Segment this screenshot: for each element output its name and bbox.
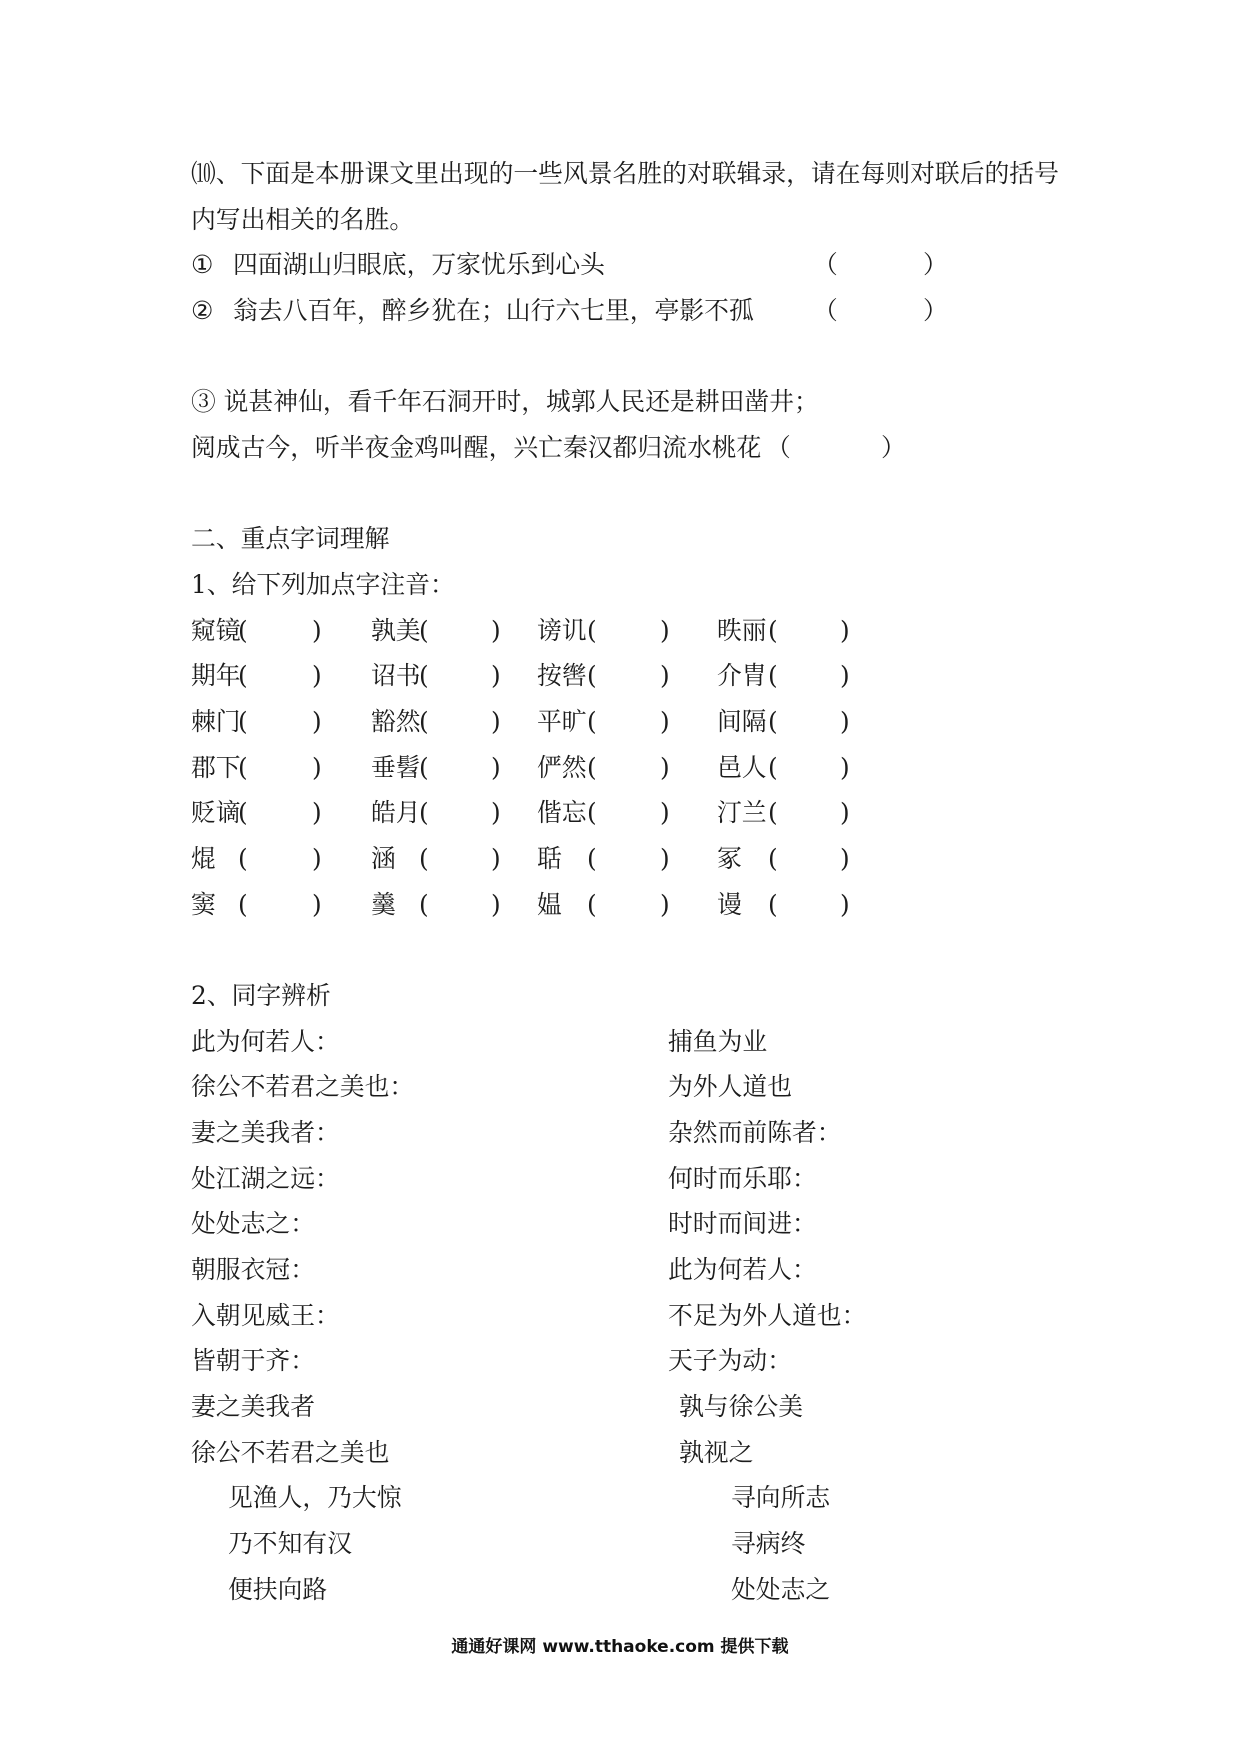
same-char-row [191, 1430, 1171, 1476]
paren-open: ( [419, 889, 429, 919]
page-footer: 通通好课网 www.tthaoke.com 提供下载 [451, 1637, 789, 1657]
answer-paren-open: （ [813, 296, 838, 326]
paren-close: ) [840, 615, 850, 645]
paren-open: ( [587, 707, 597, 737]
same-char-right: 寻向所志 [731, 1483, 831, 1513]
same-char-left: 徐公不若君之美也 [191, 1437, 390, 1467]
paren-open: ( [587, 798, 597, 828]
same-char-left: 妻之美我者： [191, 1118, 340, 1148]
same-char-left: 妻之美我者 [191, 1392, 315, 1422]
pinyin-word: 谩 [717, 889, 742, 919]
paren-close: ) [660, 615, 670, 645]
spacer [191, 927, 1171, 973]
question-10-prompt-line-2 [191, 197, 1171, 243]
same-char-right: 何时而乐耶： [668, 1163, 817, 1193]
same-char-row [191, 1567, 1171, 1613]
pinyin-row [191, 836, 1171, 882]
couplet-1 [191, 242, 1171, 288]
paren-open: ( [768, 707, 778, 737]
paren-close: ) [312, 661, 322, 691]
same-char-left: 处处志之： [191, 1209, 315, 1239]
pinyin-word: 俨然 [537, 752, 587, 782]
spacer [191, 471, 1171, 517]
same-char-row [191, 1384, 1171, 1430]
couplet-text: 阅成古今，听半夜金鸡叫醒，兴亡秦汉都归流水桃花 [191, 433, 762, 463]
same-char-row [191, 1338, 1171, 1384]
paren-close: ) [312, 615, 322, 645]
paren-close: ) [840, 661, 850, 691]
same-char-row [191, 1293, 1171, 1339]
paren-close: ) [840, 707, 850, 737]
paren-open: ( [768, 844, 778, 874]
pinyin-word: 贬谪 [191, 798, 241, 828]
paren-close: ) [660, 798, 670, 828]
same-char-row [191, 1521, 1171, 1567]
same-char-right: 时时而间进： [668, 1209, 817, 1239]
pinyin-word: 窥镜 [191, 615, 241, 645]
answer-paren-open: （ [766, 433, 791, 463]
pinyin-row [191, 608, 1171, 654]
pinyin-word: 棘门 [191, 707, 241, 737]
paren-open: ( [419, 844, 429, 874]
pinyin-word: 诏书 [371, 661, 421, 691]
paren-close: ) [840, 798, 850, 828]
paren-open: ( [238, 661, 248, 691]
pinyin-row [191, 699, 1171, 745]
paren-close: ) [660, 889, 670, 919]
pinyin-word: 介胄 [717, 661, 767, 691]
couplet-marker: ② [191, 296, 214, 326]
paren-open: ( [419, 615, 429, 645]
answer-paren-close: ） [881, 433, 906, 463]
same-char-row [191, 1247, 1171, 1293]
paren-close: ) [491, 615, 501, 645]
paren-open: ( [419, 798, 429, 828]
subsection-title-text: 2、同字辨析 [191, 981, 331, 1011]
paren-open: ( [587, 844, 597, 874]
pinyin-word: 郡下 [191, 752, 241, 782]
paren-open: ( [587, 615, 597, 645]
paren-open: ( [238, 798, 248, 828]
paren-open: ( [587, 889, 597, 919]
same-char-right: 捕鱼为业 [668, 1026, 768, 1056]
paren-open: ( [768, 889, 778, 919]
same-char-right: 此为何若人： [668, 1255, 817, 1285]
same-char-right: 寻病终 [731, 1529, 806, 1559]
pinyin-word: 谤讥 [537, 615, 587, 645]
same-char-right: 处处志之 [731, 1574, 831, 1604]
section-heading-text: 二、重点字词理解 [191, 524, 390, 554]
paren-open: ( [419, 661, 429, 691]
pinyin-word: 焜 [191, 844, 216, 874]
same-char-left: 入朝见威王： [191, 1300, 340, 1330]
same-char-right: 为外人道也 [668, 1072, 792, 1102]
pinyin-word: 窦 [191, 889, 216, 919]
paren-close: ) [491, 889, 501, 919]
same-char-row [191, 1475, 1171, 1521]
same-char-left: 朝服衣冠： [191, 1255, 315, 1285]
paren-open: ( [238, 752, 248, 782]
same-char-row [191, 1019, 1171, 1065]
document-content [191, 151, 1171, 1613]
pinyin-word: 聒 [537, 844, 562, 874]
pinyin-row [191, 882, 1171, 928]
paren-close: ) [312, 889, 322, 919]
pinyin-word: 垂髫 [371, 752, 421, 782]
spacer [191, 334, 1171, 380]
paren-close: ) [840, 844, 850, 874]
paren-open: ( [768, 752, 778, 782]
couplet-marker: ① [191, 250, 214, 280]
pinyin-title [191, 562, 1171, 608]
couplet-text: 翁去八百年，醉乡犹在；山行六七里，亭影不孤 [233, 296, 754, 326]
section-2-heading [191, 516, 1171, 562]
pinyin-row [191, 790, 1171, 836]
pinyin-word: 媪 [537, 889, 562, 919]
same-char-row [191, 1156, 1171, 1202]
paren-open: ( [238, 707, 248, 737]
paren-close: ) [491, 661, 501, 691]
paren-close: ) [660, 844, 670, 874]
pinyin-word: 昳丽 [717, 615, 767, 645]
pinyin-word: 羹 [371, 889, 396, 919]
paren-open: ( [587, 752, 597, 782]
paren-close: ) [840, 752, 850, 782]
paren-close: ) [312, 844, 322, 874]
couplet-3-line-2 [191, 425, 1171, 471]
question-10-prompt-line-1 [191, 151, 1171, 197]
same-char-row [191, 1110, 1171, 1156]
pinyin-word: 汀兰 [717, 798, 767, 828]
same-char-left: 见渔人，乃大惊 [228, 1483, 402, 1513]
pinyin-row [191, 653, 1171, 699]
pinyin-word: 平旷 [537, 707, 587, 737]
answer-paren-close: ） [923, 250, 948, 280]
same-char-row [191, 1064, 1171, 1110]
paren-close: ) [312, 707, 322, 737]
pinyin-word: 孰美 [371, 615, 421, 645]
paren-close: ) [491, 752, 501, 782]
paren-open: ( [238, 844, 248, 874]
pinyin-word: 间隔 [717, 707, 767, 737]
paren-open: ( [238, 615, 248, 645]
same-char-right: 不足为外人道也： [668, 1300, 867, 1330]
paren-close: ) [312, 752, 322, 782]
paren-close: ) [660, 661, 670, 691]
same-char-left: 便扶向路 [228, 1574, 328, 1604]
same-char-left: 此为何若人： [191, 1026, 340, 1056]
subsection-title-text: 1、给下列加点字注音： [191, 570, 455, 600]
same-char-right: 孰视之 [679, 1437, 754, 1467]
pinyin-word: 偕忘 [537, 798, 587, 828]
same-char-right: 孰与徐公美 [679, 1392, 803, 1422]
paren-open: ( [419, 707, 429, 737]
same-char-row [191, 1201, 1171, 1247]
couplet-2 [191, 288, 1171, 334]
paren-open: ( [419, 752, 429, 782]
same-char-title [191, 973, 1171, 1019]
paren-close: ) [491, 844, 501, 874]
same-char-left: 皆朝于齐： [191, 1346, 315, 1376]
question-10-prompt-text: 内写出相关的名胜。 [191, 204, 415, 234]
paren-close: ) [660, 707, 670, 737]
answer-paren-open: （ [813, 250, 838, 280]
answer-paren-close: ） [923, 296, 948, 326]
paren-open: ( [587, 661, 597, 691]
same-char-left: 乃不知有汉 [228, 1529, 352, 1559]
paren-close: ) [491, 707, 501, 737]
pinyin-word: 邑人 [717, 752, 767, 782]
couplet-3-line-1 [191, 379, 1171, 425]
paren-close: ) [660, 752, 670, 782]
paren-open: ( [768, 798, 778, 828]
paren-close: ) [840, 889, 850, 919]
pinyin-word: 豁然 [371, 707, 421, 737]
pinyin-word: 期年 [191, 661, 241, 691]
question-10-prompt-text: ⑽、下面是本册课文里出现的一些风景名胜的对联辑录，请在每则对联后的括号 [191, 159, 1059, 188]
pinyin-word: 涵 [371, 844, 396, 874]
same-char-left: 徐公不若君之美也： [191, 1072, 415, 1102]
paren-close: ) [491, 798, 501, 828]
same-char-right: 杂然而前陈者： [668, 1118, 842, 1148]
pinyin-row [191, 745, 1171, 791]
paren-open: ( [768, 661, 778, 691]
paren-open: ( [768, 615, 778, 645]
couplet-text: 四面湖山归眼底，万家忧乐到心头 [233, 250, 605, 280]
pinyin-word: 按辔 [537, 661, 587, 691]
couplet-text: ③ 说甚神仙，看千年石洞开时，城郭人民还是耕田凿井； [191, 387, 819, 417]
same-char-right: 天子为动： [668, 1346, 792, 1376]
same-char-left: 处江湖之远： [191, 1163, 340, 1193]
pinyin-word: 冢 [717, 844, 742, 874]
paren-close: ) [312, 798, 322, 828]
paren-open: ( [238, 889, 248, 919]
pinyin-word: 皓月 [371, 798, 421, 828]
